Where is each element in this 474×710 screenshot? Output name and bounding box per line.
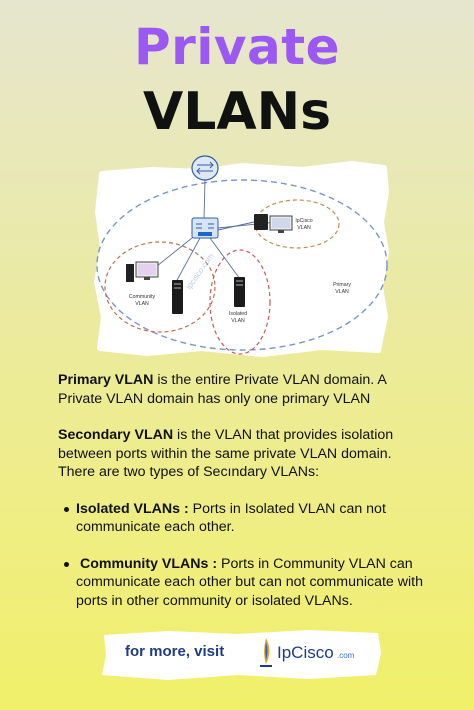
isolated-vlans-text: Ports in Isolated VLAN can not communicate each other. [76, 500, 386, 535]
footer-cta: for more, visit [125, 643, 225, 660]
top-router-icon [192, 156, 218, 180]
label-community-right-1: IpCisco [295, 218, 313, 224]
label-primary-2: VLAN [335, 289, 349, 295]
vlan-types-list [58, 500, 430, 611]
label-community-left-1: Community [128, 294, 156, 300]
server-left-icon [172, 280, 183, 314]
label-community-left-2: VLAN [135, 301, 149, 307]
title-private: Private [133, 18, 341, 76]
isolated-vlans-term: Isolated VLANs : [76, 500, 189, 517]
secondary-vlan-term: Secondary VLAN [58, 427, 174, 443]
private-vlan-diagram [92, 152, 392, 357]
list-item [58, 500, 430, 537]
logo-domain[interactable]: .com [337, 651, 355, 660]
secondary-vlan-paragraph [58, 426, 430, 482]
community-vlans-term: Community VLANs : [79, 555, 218, 572]
diagram-watermark: ipcisco.com [184, 251, 216, 292]
logo-name[interactable]: IpCisco [277, 643, 334, 662]
diagram-brush-background [97, 164, 386, 354]
server-isolated-icon [234, 277, 245, 307]
label-community-right-2: VLAN [297, 225, 311, 231]
central-switch-icon [192, 218, 218, 238]
content-body [58, 371, 430, 610]
primary-vlan-text: is the entire Private VLAN domain. A Private VLAN domain has only one primary VLAN [58, 372, 387, 407]
community-vlans-text: Ports in Community VLAN can communicate each other but can not communicate with ports in other community or isolated VLANs. [76, 555, 423, 609]
primary-vlan-paragraph [58, 371, 430, 408]
title-vlans: VLANs [142, 82, 332, 142]
label-isolated-1: Isolated [228, 311, 248, 317]
list-item [58, 555, 430, 611]
secondary-vlan-text: is the VLAN that provides isolation between ports within the same private VLAN domain. There are two types of Secındary VLANs: [58, 427, 394, 480]
label-primary-1: Primary [333, 282, 351, 288]
primary-vlan-term: Primary VLAN [58, 372, 154, 388]
label-isolated-2: VLAN [231, 318, 245, 324]
ipcisco-logo-icon [258, 636, 274, 672]
